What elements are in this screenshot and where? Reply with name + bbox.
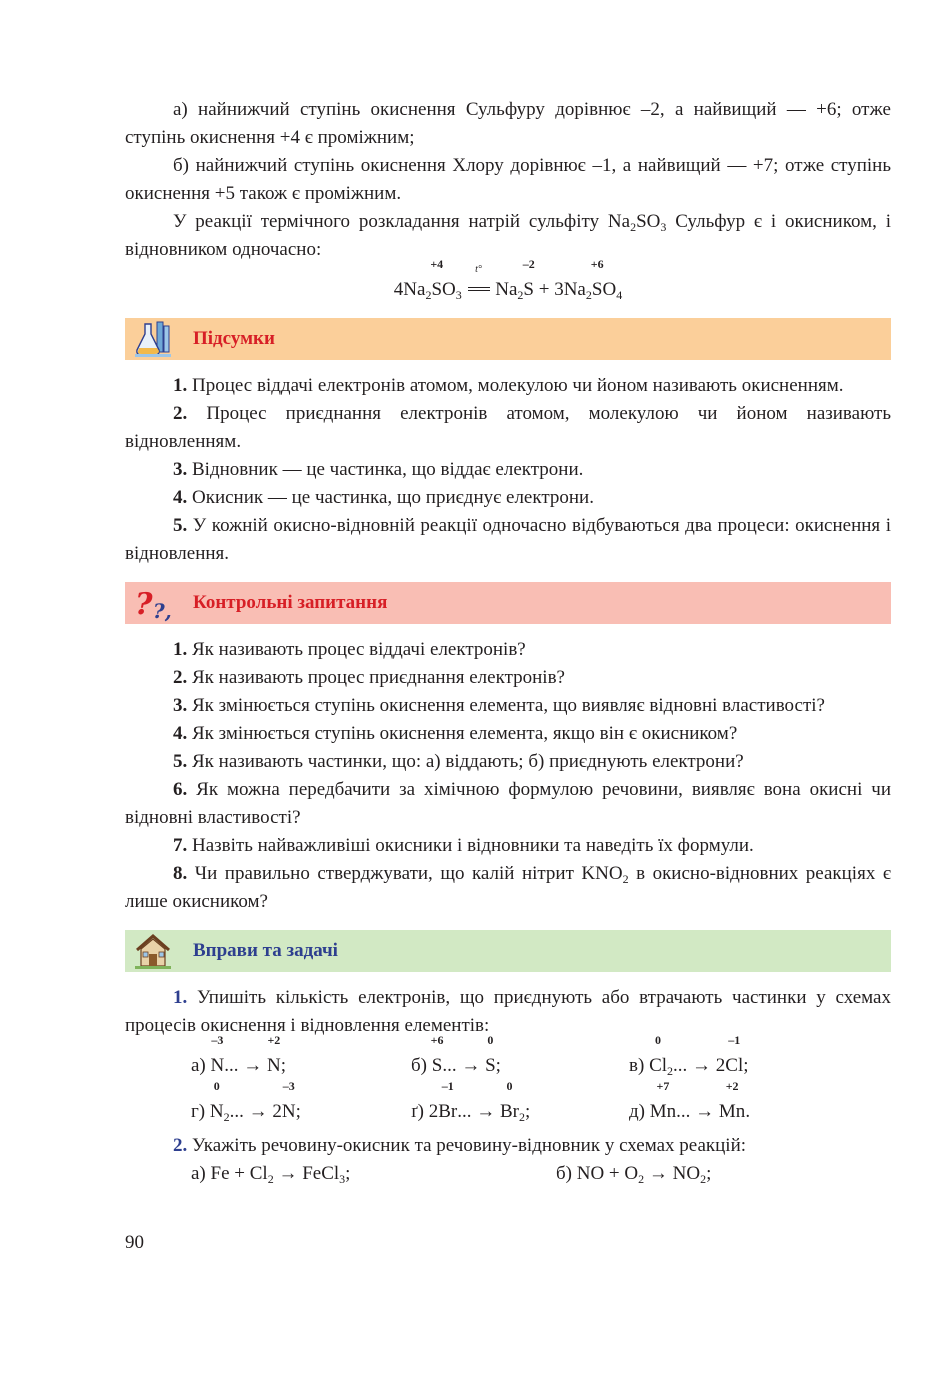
list-item: 4. Окисник — це частинка, що приєднує електрони. bbox=[173, 487, 594, 508]
svg-text:?,: ?, bbox=[153, 599, 172, 622]
exercise-1-row-2 bbox=[125, 1079, 891, 1132]
exercises-title: Вправи та задачі bbox=[193, 940, 338, 961]
list-item: 1. Як називають процес віддачі електронів? bbox=[173, 639, 526, 660]
questions-title: Контрольні запитання bbox=[193, 592, 388, 613]
exercises-header bbox=[125, 930, 891, 972]
list-item: 2. Процес приєднання електронів атомом, молекулою чи йоном називають відновленням. bbox=[125, 403, 891, 452]
heat-arrow-icon: t° bbox=[467, 276, 491, 304]
questions-list bbox=[125, 636, 891, 916]
list-item: 3. Як змінюється ступінь окиснення елемента, що виявляє відновні властивості? bbox=[173, 695, 825, 716]
summary-list bbox=[125, 372, 891, 568]
decomposition-equation: $4Na_2$ +4 $SO_3$ t° $Na_2$ –2 $S + 3Na_2$ +6 $SO_4$ bbox=[393, 257, 623, 302]
intro-a: а) найнижчий ступінь окиснення Сульфуру дорівнює –2, а найвищий — +6; отже ступінь окиснення +4 є проміжним; bbox=[125, 99, 891, 148]
house-icon bbox=[133, 932, 173, 970]
list-item: 4. Як змінюється ступінь окиснення елемента, якщо він є окисником? bbox=[173, 723, 738, 744]
exercise-2-row bbox=[125, 1160, 891, 1190]
page-number: 90 bbox=[125, 1232, 144, 1253]
list-item: 3. Відновник — це частинка, що віддає електрони. bbox=[173, 459, 584, 480]
page-content bbox=[125, 96, 891, 1190]
svg-text:?: ? bbox=[135, 587, 153, 622]
exercise-2: 2. Укажіть речовину-окисник та речовину-відновник у схемах реакцій: bbox=[173, 1135, 747, 1156]
list-item: 2. Як називають процес приєднання електронів? bbox=[173, 667, 565, 688]
ox-state: –2 bbox=[522, 257, 535, 271]
reaction-b: б) NO + $O_2 \to NO_2$; bbox=[556, 1163, 712, 1186]
intro-c: У реакції термічного розкладання натрій сульфіту $Na_2SO_3$ Сульфур є і окисником, і відновником одночасно: bbox=[125, 211, 891, 260]
list-item: 7. Назвіть найважливіші окисники і відновники та наведіть їх формули. bbox=[173, 835, 754, 856]
list-item: 5. У кожній окисно-відновній реакції одночасно відбуваються два процеси: окиснення і відновлення. bbox=[125, 515, 891, 564]
scheme-d: д) +7 Mn... → +2 Mn. bbox=[629, 1079, 751, 1122]
ox-state: +4 bbox=[430, 257, 444, 271]
flask-icon bbox=[133, 320, 173, 358]
scheme-gg: ґ) 2 –1 Br... → 0 $Br_2$; bbox=[411, 1079, 531, 1124]
scheme-b: б) +6 S... → 0 S; bbox=[411, 1033, 501, 1076]
list-item: 8. Чи правильно стверджувати, що калій нітрит $KNO_2$ в окисно-відновних реакціях є лише окисником? bbox=[125, 863, 891, 912]
scheme-c: в) 0 $Cl_2$... → 2 –1 Cl; bbox=[629, 1033, 749, 1078]
exercise-1: 1. Упишіть кількість електронів, що приєднують або втрачають частинки у схемах процесів окиснення і відновлення елементів: bbox=[125, 987, 891, 1036]
ox-state: +6 bbox=[590, 257, 604, 271]
scheme-a: а) –3 N... → +2 N; bbox=[191, 1033, 287, 1076]
scheme-g: г) 0 $N_2$... → 2 –3 N; bbox=[191, 1079, 301, 1124]
summary-header bbox=[125, 318, 891, 360]
list-item: 5. Як називають частинки, що: а) віддають; б) приєднують електрони? bbox=[173, 751, 744, 772]
summary-title: Підсумки bbox=[193, 328, 275, 349]
list-item: 6. Як можна передбачити за хімічною формулою речовини, виявляє вона окисні чи відновні властивості? bbox=[125, 779, 891, 828]
questions-header bbox=[125, 582, 891, 624]
reaction-a: а) $Fe + Cl_2$ → FeCl$_3$; bbox=[191, 1163, 351, 1186]
question-marks-icon bbox=[133, 584, 173, 622]
list-item: 1. Процес віддачі електронів атомом, молекулою чи йоном називають окисненням. bbox=[173, 375, 844, 396]
intro-b: б) найнижчий ступінь окиснення Хлору дорівнює –1, а найвищий — +7; отже ступінь окиснення +5 також є проміжним. bbox=[125, 155, 891, 204]
